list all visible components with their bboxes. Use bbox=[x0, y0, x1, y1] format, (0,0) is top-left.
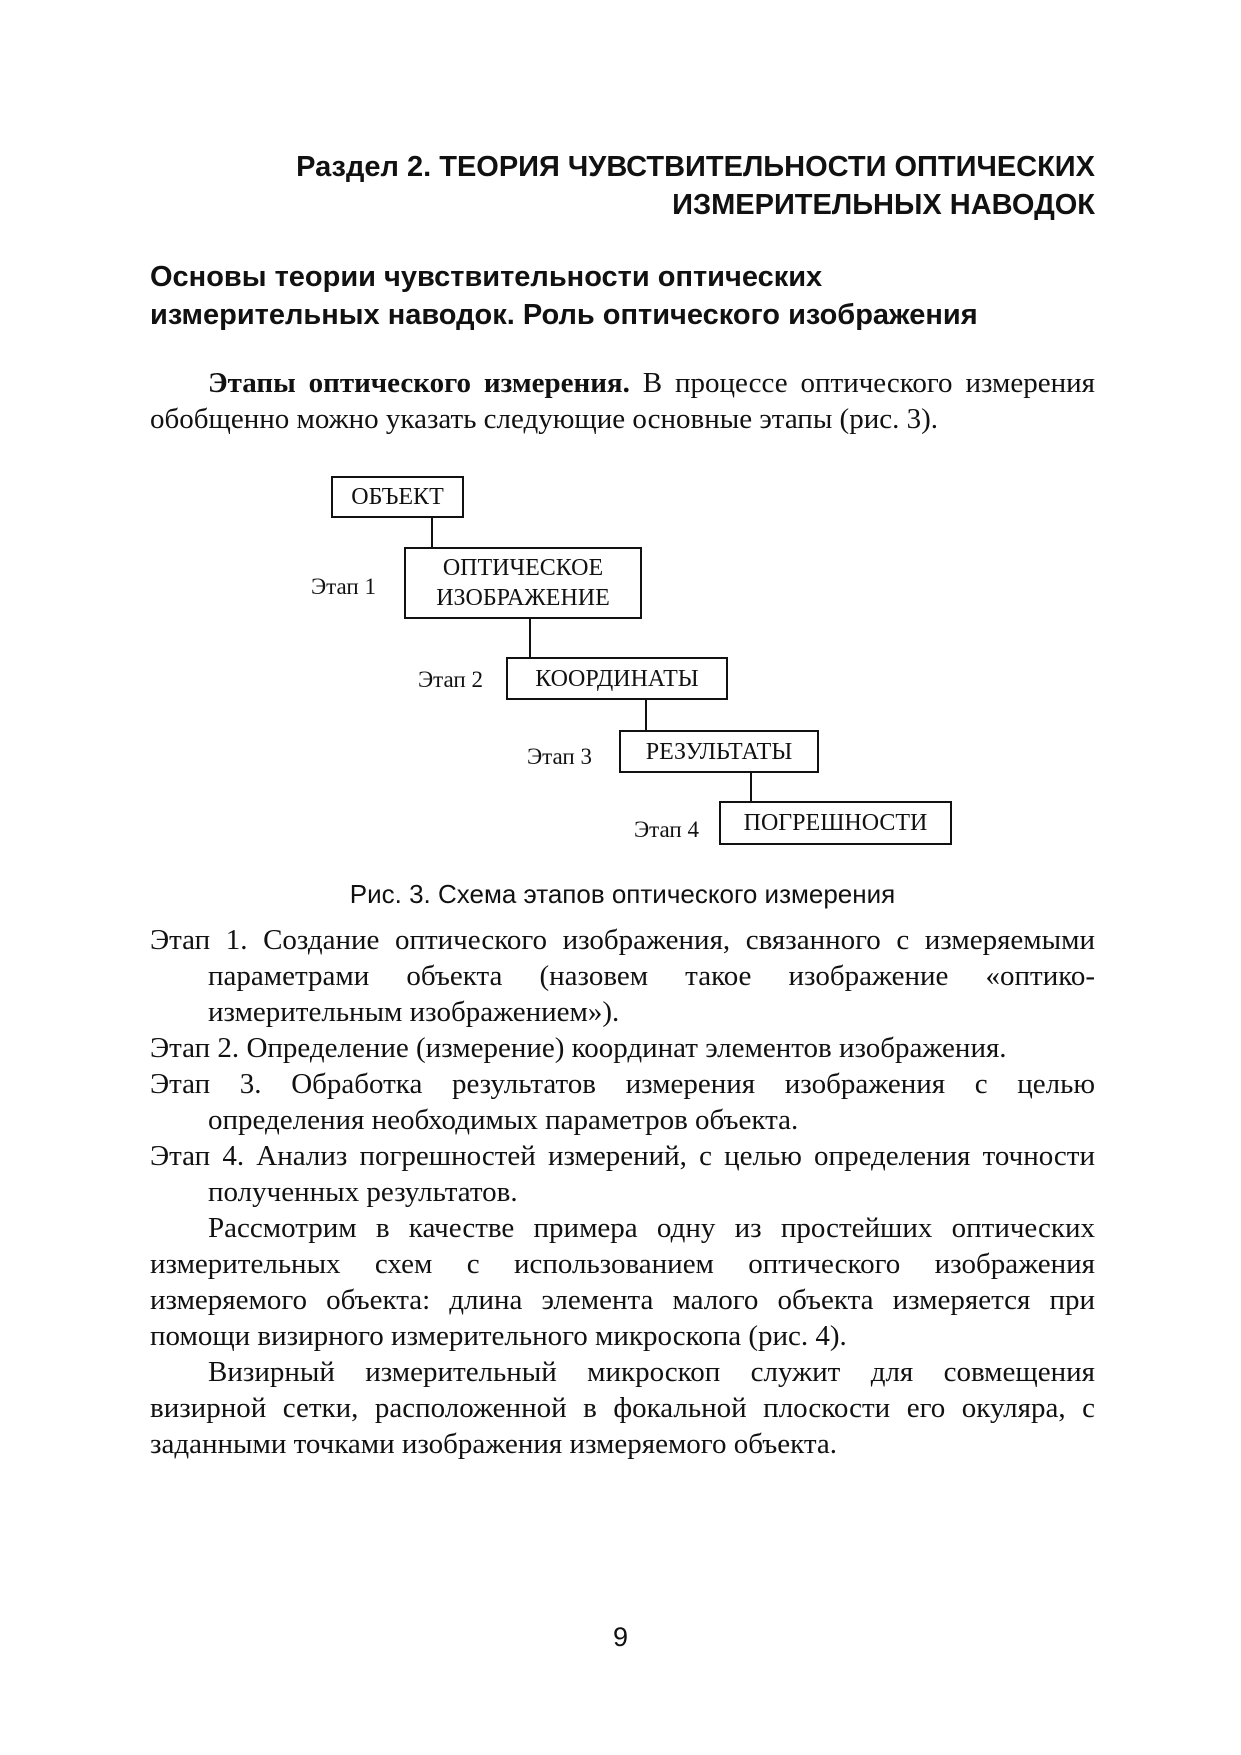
section-title-line-1: Раздел 2. ТЕОРИЯ ЧУВСТВИТЕЛЬНОСТИ ОПТИЧЕСКИХ bbox=[296, 151, 1095, 183]
stage-item-text: Определение (измерение) координат элементов изображения. bbox=[246, 1032, 1007, 1064]
box-coordinates-label: КООРДИНАТЫ bbox=[535, 665, 699, 692]
box-coordinates bbox=[506, 657, 728, 700]
page-number: 9 bbox=[612, 1622, 629, 1652]
stage-item-label: Этап 2. bbox=[150, 1032, 247, 1064]
stage-label-2: Этап 2 bbox=[418, 667, 483, 692]
stage-item-2 bbox=[150, 1030, 1095, 1066]
box-results bbox=[619, 730, 819, 773]
stage-item-text: Создание оптического изображения, связанного с измеряемыми параметрами объекта (назовем такое изображение «оптико-измерительным изображением»). bbox=[208, 924, 1095, 1028]
section-title-line-2: ИЗМЕРИТЕЛЬНЫХ НАВОДОК bbox=[672, 189, 1095, 221]
subsection-title-line-2: измерительных наводок. Роль оптического изображения bbox=[150, 299, 978, 331]
connector-line-3 bbox=[645, 698, 647, 731]
intro-bold-term: Этапы оптического измерения. bbox=[208, 367, 630, 399]
box-results-label: РЕЗУЛЬТАТЫ bbox=[645, 738, 793, 765]
connector-line-2 bbox=[529, 618, 531, 657]
stage-item-4 bbox=[150, 1138, 1095, 1210]
stages-text bbox=[150, 922, 1095, 1462]
stage-item-label: Этап 4. bbox=[150, 1140, 257, 1172]
stage-item-label: Этап 3. bbox=[150, 1068, 292, 1100]
box-errors bbox=[719, 801, 952, 845]
stage-label-3: Этап 3 bbox=[527, 744, 592, 769]
figure-caption: Рис. 3. Схема этапов оптического измерения bbox=[349, 879, 896, 909]
stage-label-1: Этап 1 bbox=[311, 574, 376, 599]
intro-paragraph bbox=[150, 365, 1095, 437]
paragraph-microscope: Визирный измерительный микроскоп служит для совмещения визирной сетки, расположенной в фокальной плоскости его окуляра, с заданными точками изображения измеряемого объекта. bbox=[150, 1356, 1095, 1460]
box-optical-image bbox=[404, 547, 642, 619]
paragraph-example: Рассмотрим в качестве примера одну из простейших оптических измерительных схем с использованием оптического изображения измеряемого объекта: длина элемента малого объекта измеряется при помощи визирного измерительного микроскопа (рис. 4). bbox=[150, 1212, 1095, 1352]
stage-item-3 bbox=[150, 1066, 1095, 1138]
box-object-label: ОБЪЕКТ bbox=[351, 484, 444, 510]
box-object bbox=[331, 476, 464, 518]
subsection-title bbox=[150, 258, 1095, 334]
stage-label-4: Этап 4 bbox=[634, 817, 699, 842]
stage-item-text: Обработка результатов измерения изображения с целью определения необходимых параметров объекта. bbox=[208, 1068, 1095, 1136]
stage-item-1 bbox=[150, 922, 1095, 1030]
stage-item-label: Этап 1. bbox=[150, 924, 264, 956]
section-title bbox=[150, 148, 1095, 224]
connector-line-1 bbox=[431, 516, 433, 547]
box-errors-label: ПОГРЕШНОСТИ bbox=[743, 810, 928, 836]
box-optical-image-line-2: ИЗОБРАЖЕНИЕ bbox=[436, 585, 610, 611]
subsection-title-line-1: Основы теории чувствительности оптических bbox=[150, 261, 823, 293]
stage-item-text: Анализ погрешностей измерений, с целью определения точности полученных результатов. bbox=[208, 1140, 1095, 1208]
box-optical-image-line-1: ОПТИЧЕСКОЕ bbox=[442, 555, 604, 581]
connector-line-4 bbox=[750, 770, 752, 801]
intro-text: В процессе оптического измерения обобщенно можно указать следующие основные этапы (рис. 3). bbox=[150, 367, 1095, 435]
